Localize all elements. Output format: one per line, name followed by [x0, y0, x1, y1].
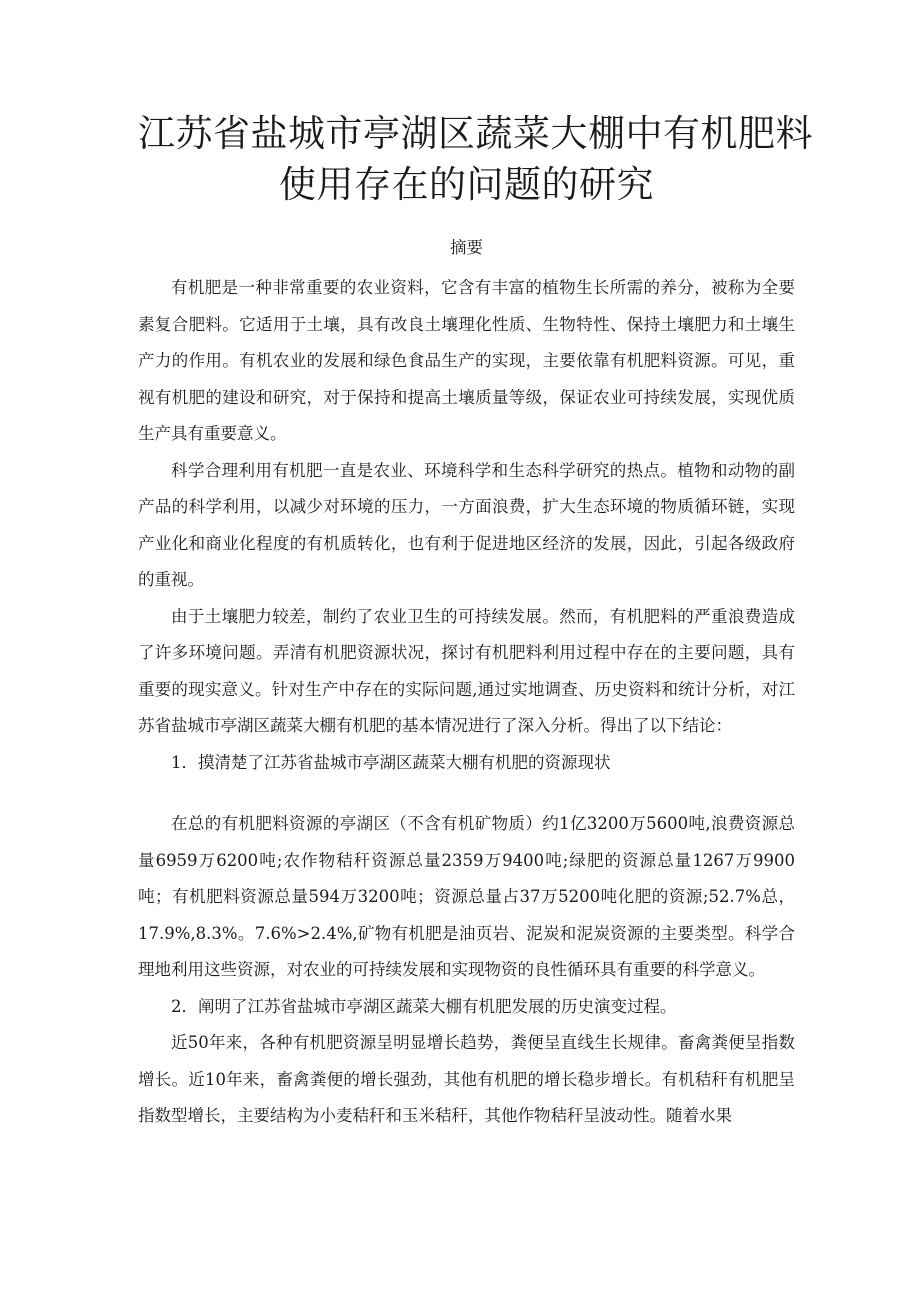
abstract-paragraph-2: 科学合理利用有机肥一直是农业、环境科学和生态科学研究的热点。植物和动物的副产品的科学利用，以减少对环境的压力，一方面浪费，扩大生态环境的物质循环链，实现产业化和商业化程度的有机质转化，也有利于促进地区经济的发展，因此，引起各级政府的重视。 [138, 460, 795, 589]
title-line-2: 使用存在的问题的研究 [279, 163, 654, 206]
abstract-paragraph-1: 有机肥是一种非常重要的农业资料，它含有丰富的植物生长所需的养分，被称为全要素复合肥料。它适用于土壤，具有改良土壤理化性质、生物特性、保持土壤肥力和土壤生产力的作用。有机农业的发展和绿色食品生产的实现，主要依靠有机肥料资源。可见，重视有机肥的建设和研究，对于保持和提高土壤质量等级，保证农业可持续发展，实现优质生产具有重要意义。 [138, 278, 795, 443]
finding-1-paragraph: 在总的有机肥料资源的亭湖区（不含有机矿物质）约1亿3200万5600吨,浪费资源总量6959万6200吨;农作物秸秆资源总量2359万9400吨;绿肥的资源总量1267万9900吨；有机肥料资源总量594万3200吨；资源总量占37万5200吨化肥的资源;52.7%总，17.9%,8.3%。7.6%>2.4%,矿物有机肥是油页岩、泥炭和泥炭资源的主要类型。科学合理地利用这些资源，对农业的可持续发展和实现物资的良性循环具有重要的科学意义。 [138, 814, 795, 979]
finding-2-paragraph: 近50年来，各种有机肥资源呈明显增长趋势，粪便呈直线生长规律。畜禽粪便呈指数增长。近10年来，畜禽粪便的增长强劲，其他有机肥的增长稳步增长。有机秸秆有机肥呈指数型增长，主要结构为小麦秸秆和玉米秸秆，其他作物秸秆呈波动性。随着水果 [138, 1033, 795, 1125]
document-title [138, 108, 813, 210]
abstract-heading: 摘要 [450, 238, 483, 257]
finding-1-heading: 1．摸清楚了江苏省盐城市亭湖区蔬菜大棚有机肥的资源现状 [171, 752, 611, 772]
abstract-paragraph-3: 由于土壤肥力较差，制约了农业卫生的可持续发展。然而，有机肥料的严重浪费造成了许多环境问题。弄清有机肥资源状况，探讨有机肥料利用过程中存在的主要问题，具有重要的现实意义。针对生产中存在的实际问题,通过实地调查、历史资料和统计分析，对江苏省盐城市亭湖区蔬菜大棚有机肥的基本情况进行了深入分析。得出了以下结论： [138, 606, 795, 735]
title-line-1: 江苏省盐城市亭湖区蔬菜大棚中有机肥料 [138, 112, 813, 155]
finding-2-heading: 2．阐明了江苏省盐城市亭湖区蔬菜大棚有机肥发展的历史演变过程。 [171, 996, 677, 1016]
